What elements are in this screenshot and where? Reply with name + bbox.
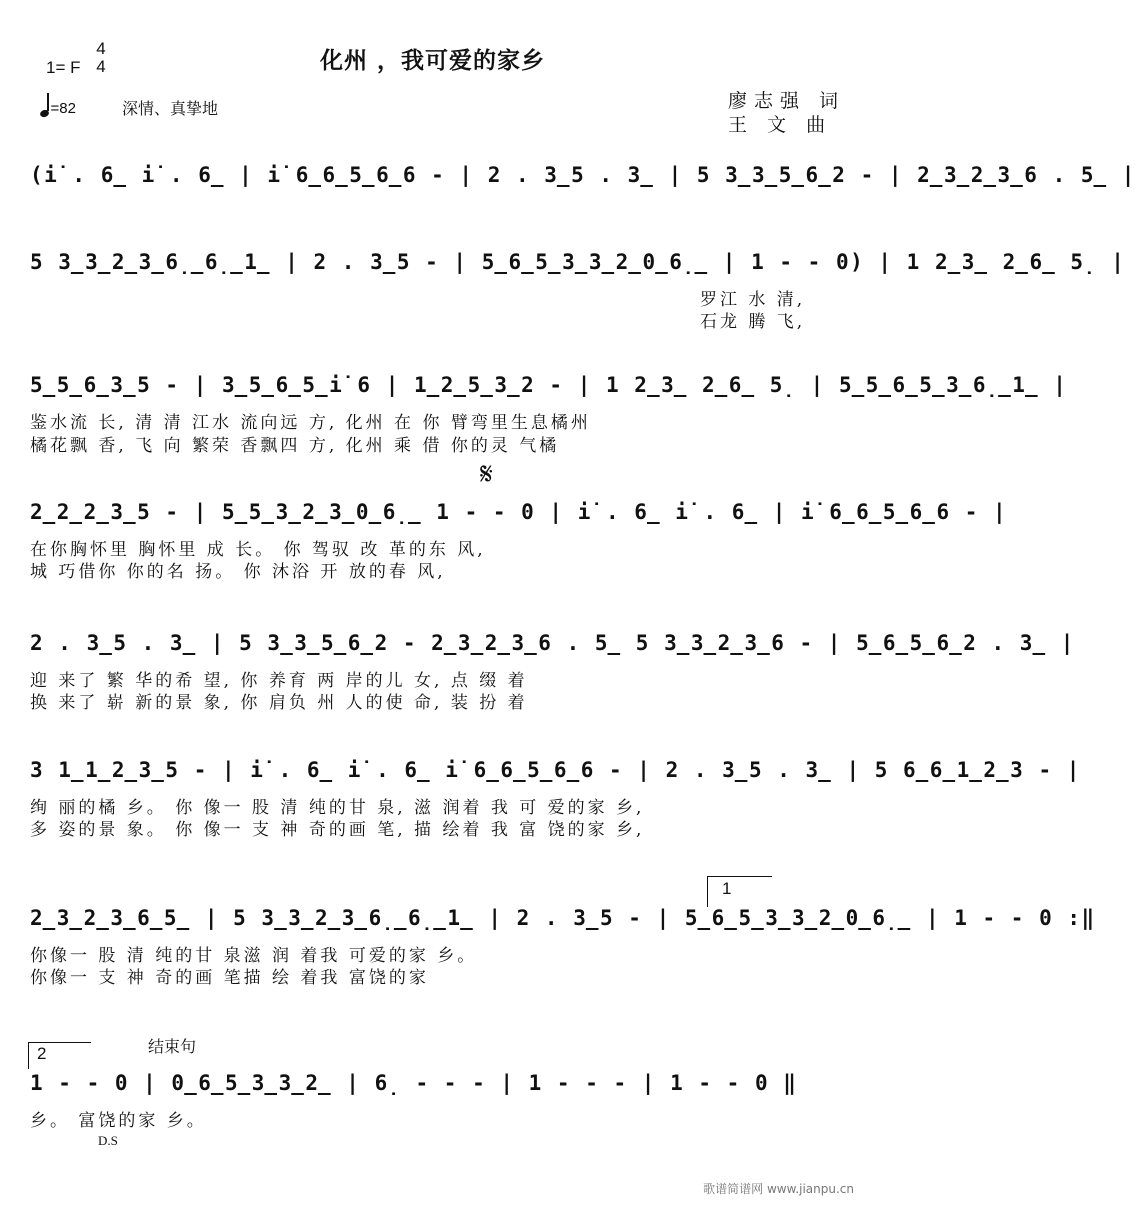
key-signature: 1= F bbox=[46, 58, 81, 77]
score-line-3 bbox=[30, 370, 1068, 404]
lyric-verse-2-line-5: 换 来了 崭 新的景 象, 你 肩负 州 人的使 命, 装 扮 着 bbox=[30, 693, 528, 713]
dal-segno-marking: D.S bbox=[98, 1133, 118, 1148]
score-line-6 bbox=[30, 755, 1081, 789]
score-line-5 bbox=[30, 628, 1075, 662]
ending-label: 结束句 bbox=[148, 1037, 197, 1056]
tempo-value: =82 bbox=[50, 100, 76, 117]
lyric-verse-1-line-7: 你像一 股 清 纯的甘 泉滋 润 着我 可爱的家 乡。 bbox=[30, 946, 478, 966]
tempo-marking bbox=[40, 95, 76, 117]
score-line-2 bbox=[30, 247, 1126, 281]
notation-line: 5̲5̲6̲3̲5 - | 3̲5̲6̲5̲i̇ 6 | 1̲2̲5̲3̲2 - | 1 2̲3̲ 2̲6̲ 5̣ | 5̲5̲6̲5̲3̲6̣̲1̲ | bbox=[30, 373, 1068, 397]
lyric-verse-2-line-3: 橘花飘 香, 飞 向 繁荣 香飘四 方, 化州 乘 借 你的灵 气橘 bbox=[30, 436, 560, 456]
lyricist-credit: 廖志强 词 bbox=[728, 90, 846, 112]
time-signature bbox=[93, 40, 109, 76]
lyric-verse-1-line-6: 绚 丽的橘 乡。 你 像一 股 清 纯的甘 泉, 滋 润着 我 可 爱的家 乡, bbox=[30, 798, 645, 818]
lyric-verse-1-line-2: 罗江 水 清, bbox=[700, 290, 806, 310]
score-line-7 bbox=[30, 903, 1096, 937]
expression-marking: 深情、真挚地 bbox=[122, 99, 219, 118]
second-ending-bracket bbox=[28, 1042, 91, 1069]
time-signature-bottom: 4 bbox=[96, 57, 106, 76]
segno-sign: 𝄋 bbox=[480, 457, 493, 492]
quarter-note-stem bbox=[47, 93, 49, 111]
site-watermark: 歌谱简谱网 www.jianpu.cn bbox=[703, 1182, 854, 1196]
lyric-verse-1-line-4: 在你胸怀里 胸怀里 成 长。 你 驾驭 改 革的东 风, bbox=[30, 540, 486, 560]
notation-line: 2 . 3̲5 . 3̲ | 5 3̲3̲5̲6̲2 - 2̲3̲2̲3̲6 . 5̲ 5 3̲3̲2̲3̲6 - | 5̲6̲5̲6̲2 . 3̲ | bbox=[30, 631, 1075, 655]
lyric-verse-2-line-6: 多 姿的景 象。 你 像一 支 神 奇的画 笔, 描 绘着 我 富 饶的家 乡, bbox=[30, 820, 645, 840]
score-line-1 bbox=[30, 160, 1136, 194]
score-line-4 bbox=[30, 497, 1008, 531]
composer-credit: 王 文 曲 bbox=[728, 114, 833, 136]
second-ending-number: 2 bbox=[37, 1044, 47, 1063]
lyric-verse-2-line-2: 石龙 腾 飞, bbox=[700, 312, 806, 332]
first-ending-number: 1 bbox=[722, 879, 732, 898]
song-title: 化州 ，我可爱的家乡 bbox=[320, 48, 546, 74]
notation-line: 1 - - 0 | 0̲6̲5̲3̲3̲2̲ | 6̣ - - - | 1 - - - | 1 - - 0 ‖ bbox=[30, 1071, 798, 1095]
lyric-verse-1-line-3: 鉴水流 长, 清 清 江水 流向远 方, 化州 在 你 臂弯里生息橘州 bbox=[30, 413, 591, 433]
notation-line: 5 3̲3̲2̲3̲6̣̲6̣̲1̲ | 2 . 3̲5 - | 5̲6̲5̲3̲3̲2̲0̲6̣̲ | 1 - - 0) | 1 2̲3̲ 2̲6̲ 5̣ | bbox=[30, 250, 1126, 274]
notation-line: 3 1̲1̲2̲3̲5 - | i̇ . 6̲ i̇ . 6̲ i̇ 6̲6̲5̲6̲6 - | 2 . 3̲5 . 3̲ | 5 6̲6̲1̲2̲3 - | bbox=[30, 758, 1081, 782]
notation-line: (i̇ . 6̲ i̇ . 6̲ | i̇ 6̲6̲5̲6̲6 - | 2 . 3̲5 . 3̲ | 5 3̲3̲5̲6̲2 - | 2̲3̲2̲3̲6 . 5̲ | bbox=[30, 163, 1136, 187]
lyric-verse-2-line-7: 你像一 支 神 奇的画 笔描 绘 着我 富饶的家 bbox=[30, 968, 429, 988]
time-signature-top: 4 bbox=[96, 39, 106, 58]
lyric-verse-2-line-4: 城 巧借你 你的名 扬。 你 沐浴 开 放的春 风, bbox=[30, 562, 446, 582]
score-line-8 bbox=[30, 1068, 798, 1102]
lyric-verse-1-line-8: 乡。 富饶的家 乡。 bbox=[30, 1111, 207, 1131]
lyric-verse-1-line-5: 迎 来了 繁 华的希 望, 你 养育 两 岸的儿 女, 点 缀 着 bbox=[30, 671, 528, 691]
notation-line: 2̲2̲2̲3̲5 - | 5̲5̲3̲2̲3̲0̲6̣̲ 1 - - 0 | i̇ . 6̲ i̇ . 6̲ | i̇ 6̲6̲5̲6̲6 - | bbox=[30, 500, 1008, 524]
notation-line: 2̲3̲2̲3̲6̲5̲ | 5 3̲3̲2̲3̲6̣̲6̣̲1̲ | 2 . 3̲5 - | 5̲6̲5̲3̲3̲2̲0̲6̣̲ | 1 - - 0 :‖ bbox=[30, 906, 1096, 930]
